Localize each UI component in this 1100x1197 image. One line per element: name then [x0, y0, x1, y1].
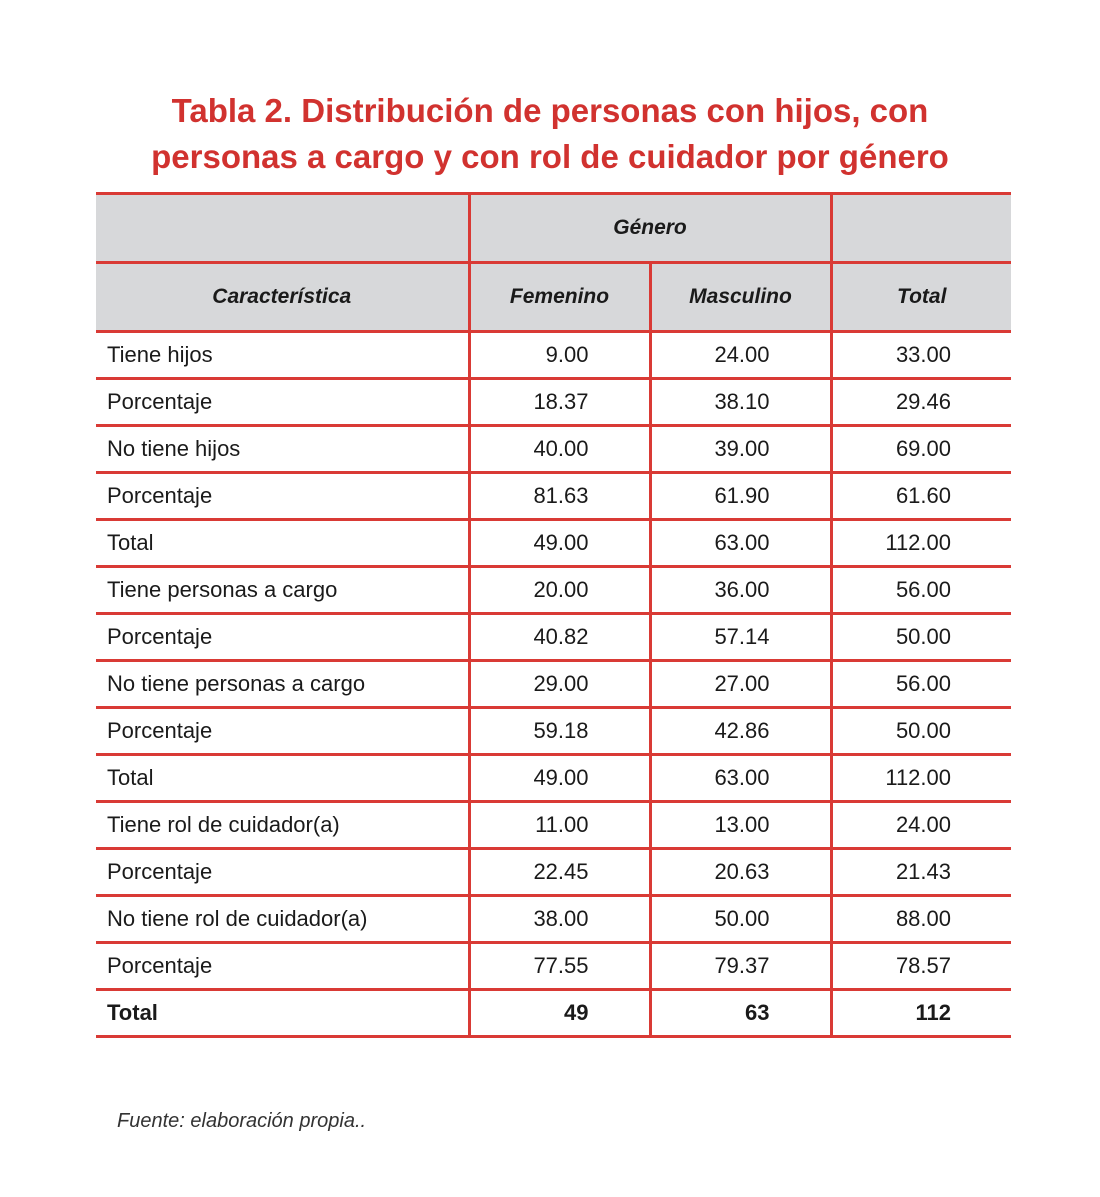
header-row-group [96, 194, 1011, 263]
cell-male: 79.37 [650, 943, 831, 990]
cell-female: 77.55 [469, 943, 650, 990]
row-label: Tiene rol de cuidador(a) [96, 802, 469, 849]
header-gender-group: Género [469, 194, 831, 263]
row-label: No tiene rol de cuidador(a) [96, 896, 469, 943]
row-label: Total [96, 520, 469, 567]
total-row-total: 112 [831, 990, 1011, 1037]
cell-female: 49.00 [469, 520, 650, 567]
row-label: Porcentaje [96, 379, 469, 426]
row-label: Tiene personas a cargo [96, 567, 469, 614]
cell-male: 36.00 [650, 567, 831, 614]
cell-female: 11.00 [469, 802, 650, 849]
cell-total: 24.00 [831, 802, 1011, 849]
cell-male: 13.00 [650, 802, 831, 849]
cell-total: 50.00 [831, 614, 1011, 661]
row-label: Porcentaje [96, 943, 469, 990]
cell-total: 69.00 [831, 426, 1011, 473]
cell-female: 20.00 [469, 567, 650, 614]
source-note: Fuente: elaboración propia.. [117, 1110, 367, 1132]
total-row [96, 990, 1011, 1037]
table-row [96, 520, 1011, 567]
row-label: Porcentaje [96, 614, 469, 661]
cell-male: 50.00 [650, 896, 831, 943]
table-row [96, 567, 1011, 614]
row-label: Tiene hijos [96, 332, 469, 379]
table-row [96, 332, 1011, 379]
cell-total: 29.46 [831, 379, 1011, 426]
total-row-label: Total [96, 990, 469, 1037]
data-table [96, 192, 1011, 1038]
cell-total: 21.43 [831, 849, 1011, 896]
cell-male: 24.00 [650, 332, 831, 379]
row-label: Porcentaje [96, 849, 469, 896]
table-row [96, 943, 1011, 990]
cell-total: 61.60 [831, 473, 1011, 520]
cell-male: 63.00 [650, 755, 831, 802]
cell-female: 49.00 [469, 755, 650, 802]
cell-male: 39.00 [650, 426, 831, 473]
row-label: No tiene personas a cargo [96, 661, 469, 708]
cell-male: 61.90 [650, 473, 831, 520]
cell-total: 88.00 [831, 896, 1011, 943]
cell-female: 40.00 [469, 426, 650, 473]
cell-male: 20.63 [650, 849, 831, 896]
cell-total: 56.00 [831, 567, 1011, 614]
total-row-male: 63 [650, 990, 831, 1037]
cell-female: 9.00 [469, 332, 650, 379]
cell-total: 56.00 [831, 661, 1011, 708]
table-title-line-1: Tabla 2. Distribución de personas con hijos, con [171, 92, 929, 129]
cell-total: 50.00 [831, 708, 1011, 755]
table-row [96, 896, 1011, 943]
header-characteristic: Característica [96, 263, 469, 332]
cell-total: 78.57 [831, 943, 1011, 990]
cell-female: 40.82 [469, 614, 650, 661]
table-row [96, 849, 1011, 896]
header-row-columns [96, 263, 1011, 332]
cell-female: 81.63 [469, 473, 650, 520]
table-title-line-2: personas a cargo y con rol de cuidador por género [151, 138, 949, 175]
cell-male: 27.00 [650, 661, 831, 708]
table-row [96, 708, 1011, 755]
cell-male: 42.86 [650, 708, 831, 755]
cell-female: 18.37 [469, 379, 650, 426]
cell-female: 29.00 [469, 661, 650, 708]
table-row [96, 755, 1011, 802]
table-row [96, 802, 1011, 849]
cell-female: 38.00 [469, 896, 650, 943]
header-total: Total [831, 263, 1011, 332]
header-female: Femenino [469, 263, 650, 332]
header-empty-total-cell [831, 194, 1011, 263]
header-male: Masculino [650, 263, 831, 332]
cell-male: 57.14 [650, 614, 831, 661]
row-label: Porcentaje [96, 473, 469, 520]
total-row-female: 49 [469, 990, 650, 1037]
row-label: No tiene hijos [96, 426, 469, 473]
table-row [96, 661, 1011, 708]
row-label: Total [96, 755, 469, 802]
table-title [0, 88, 1100, 180]
cell-total: 112.00 [831, 755, 1011, 802]
table-row [96, 379, 1011, 426]
table-row [96, 426, 1011, 473]
table-row [96, 614, 1011, 661]
cell-total: 33.00 [831, 332, 1011, 379]
table-row [96, 473, 1011, 520]
cell-female: 22.45 [469, 849, 650, 896]
cell-male: 63.00 [650, 520, 831, 567]
cell-total: 112.00 [831, 520, 1011, 567]
header-empty-cell [96, 194, 469, 263]
cell-male: 38.10 [650, 379, 831, 426]
row-label: Porcentaje [96, 708, 469, 755]
cell-female: 59.18 [469, 708, 650, 755]
